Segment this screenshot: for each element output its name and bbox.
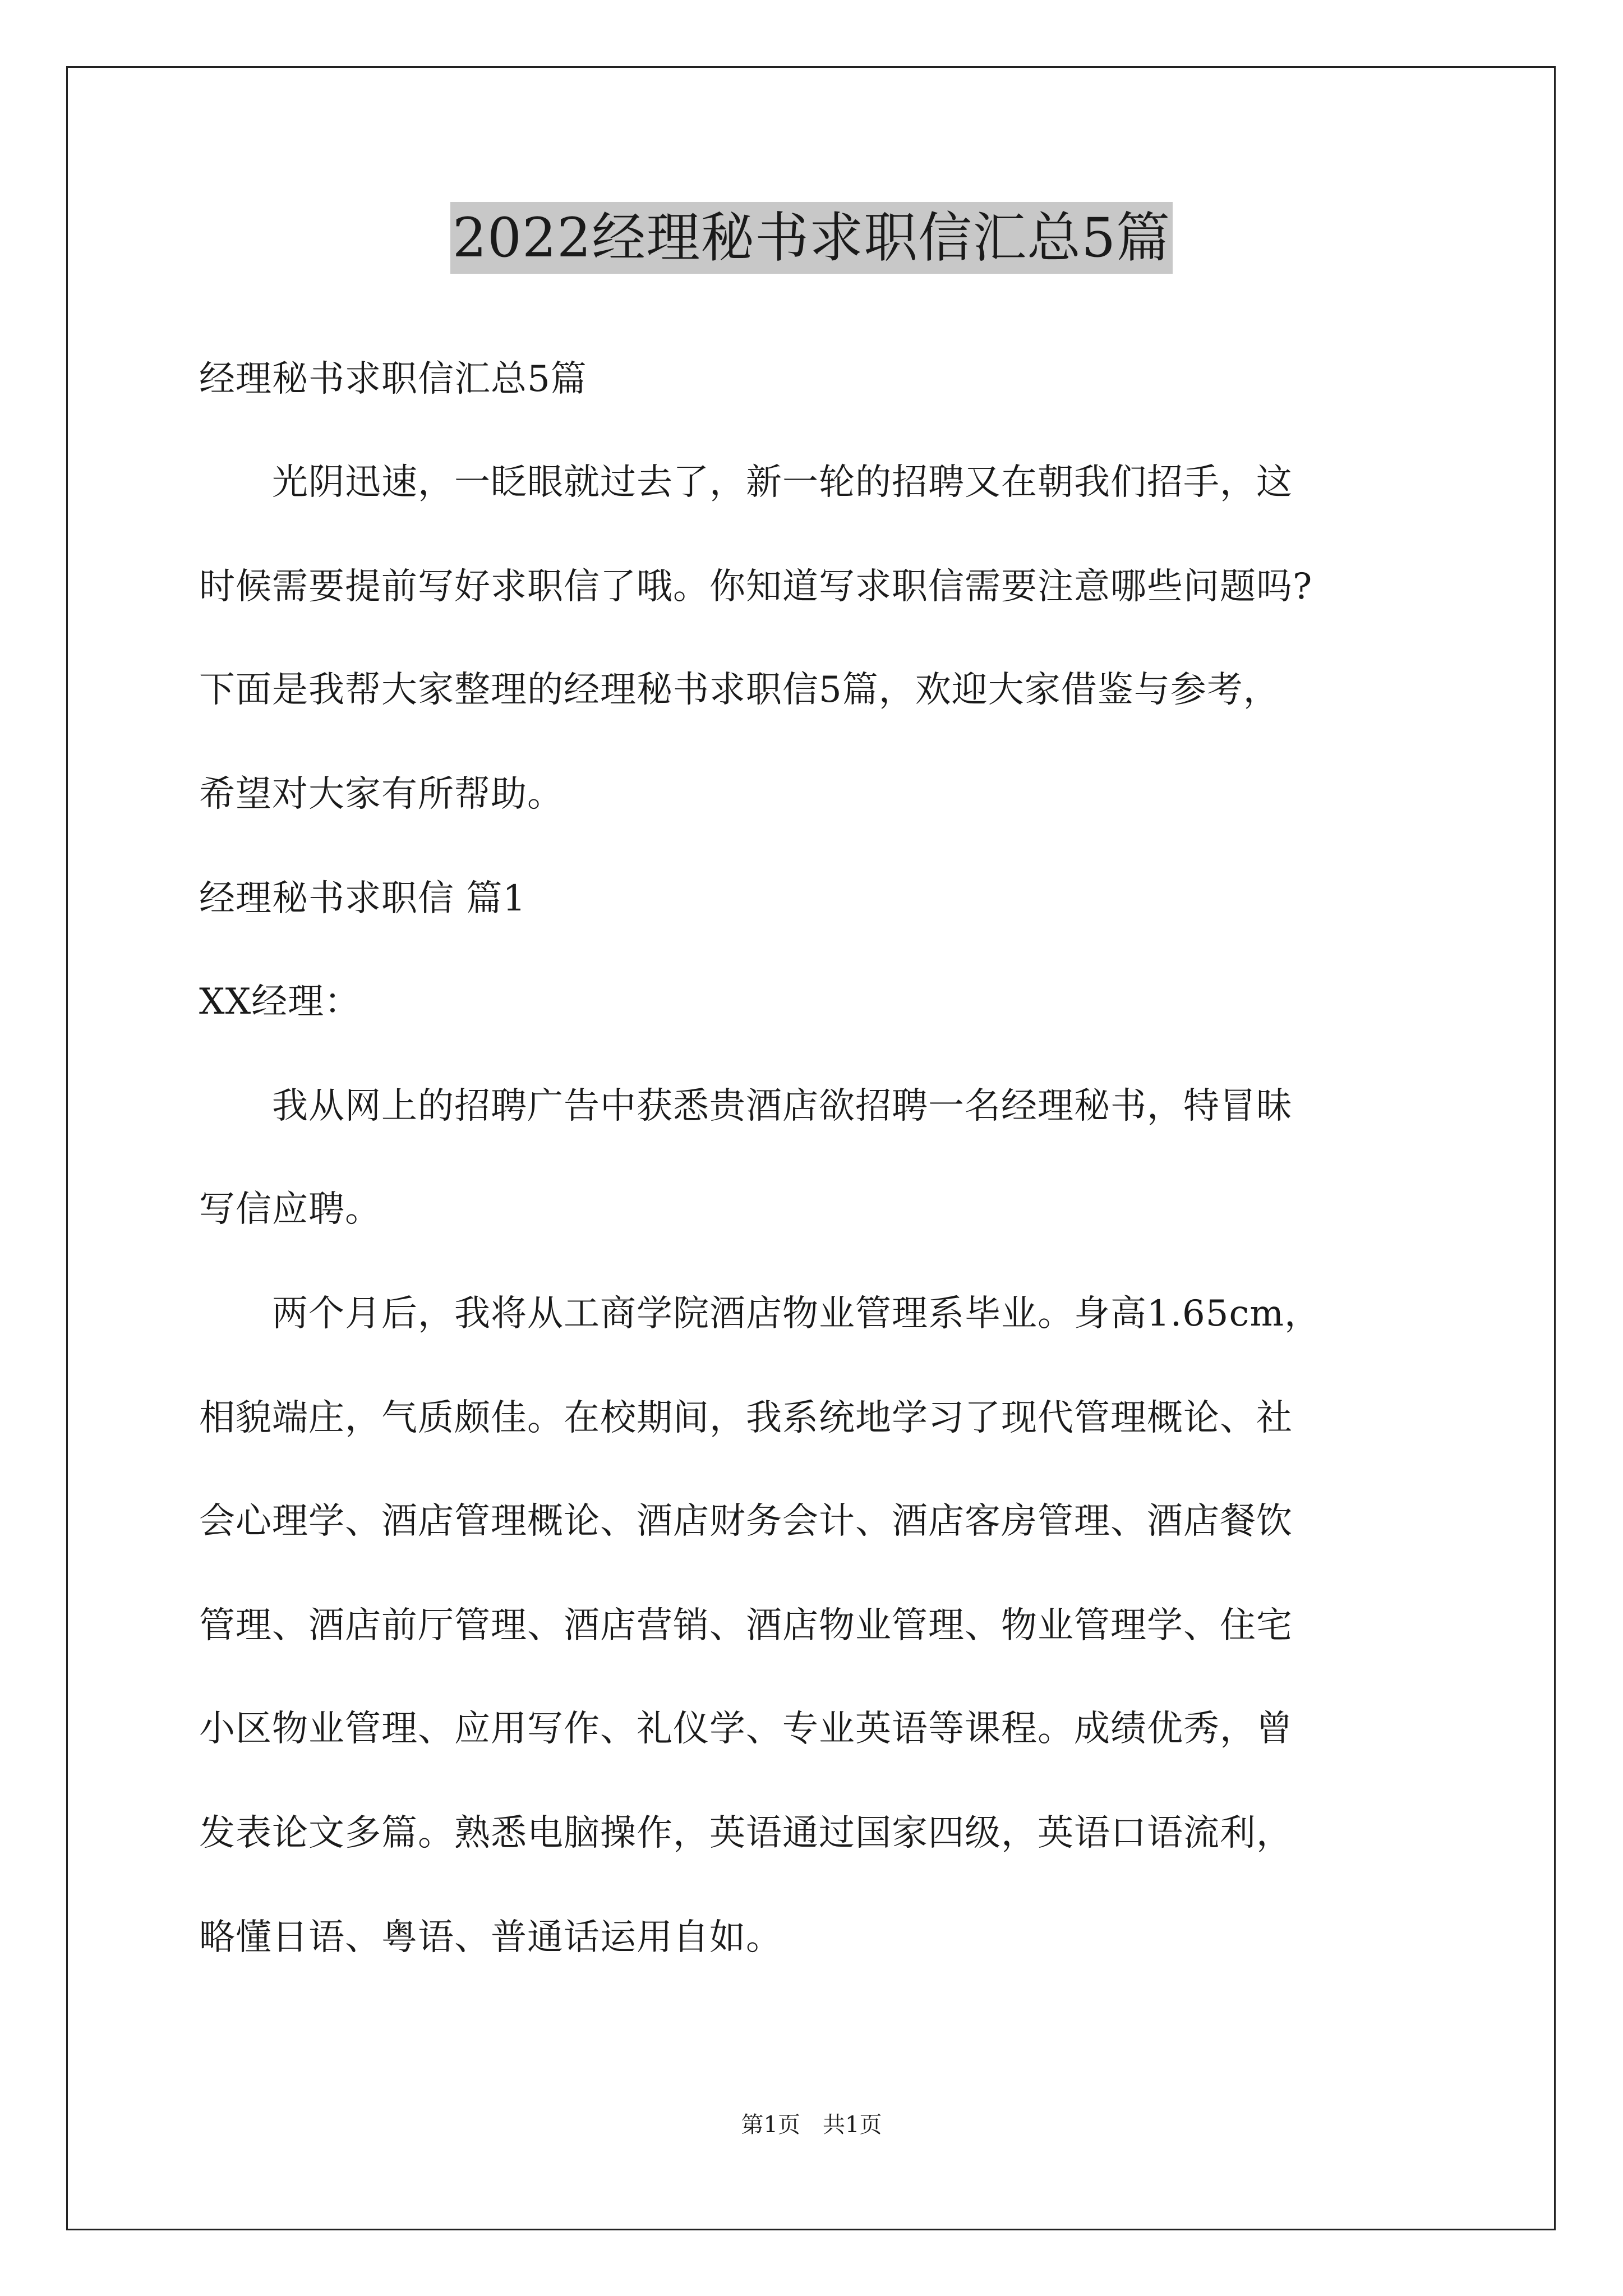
salutation: XX经理： bbox=[199, 981, 361, 1023]
body-line: 发表论文多篇。熟悉电脑操作，英语通过国家四级，英语口语流利， bbox=[199, 1812, 1293, 1854]
body-line: 希望对大家有所帮助。 bbox=[199, 774, 564, 815]
body-line: 光阴迅速，一眨眼就过去了，新一轮的招聘又在朝我们招手，这 bbox=[199, 462, 1293, 503]
body-line: 下面是我帮大家整理的经理秘书求职信5篇，欢迎大家借鉴与参考， bbox=[199, 669, 1280, 711]
title-container bbox=[0, 202, 1623, 274]
section-heading: 经理秘书求职信 篇1 bbox=[199, 878, 527, 919]
body-line: 写信应聘。 bbox=[199, 1189, 381, 1230]
body-line: 会心理学、酒店管理概论、酒店财务会计、酒店客房管理、酒店餐饮 bbox=[199, 1501, 1293, 1542]
body-line: 我从网上的招聘广告中获悉贵酒店欲招聘一名经理秘书，特冒昧 bbox=[199, 1085, 1293, 1127]
page-footer: 第1页 共1页 bbox=[741, 2112, 882, 2138]
body-line: 两个月后，我将从工商学院酒店物业管理系毕业。身高1.65cm， bbox=[199, 1293, 1321, 1335]
body-line: 经理秘书求职信汇总5篇 bbox=[199, 358, 587, 400]
body-line: 相貌端庄，气质颇佳。在校期间，我系统地学习了现代管理概论、社 bbox=[199, 1397, 1293, 1439]
document-title: 2022经理秘书求职信汇总5篇 bbox=[450, 202, 1173, 274]
body-line: 时候需要提前写好求职信了哦。你知道写求职信需要注意哪些问题吗? bbox=[199, 566, 1313, 608]
body-line: 略懂日语、粤语、普通话运用自如。 bbox=[199, 1917, 782, 1958]
body-line: 管理、酒店前厅管理、酒店营销、酒店物业管理、物业管理学、住宅 bbox=[199, 1605, 1293, 1646]
body-line: 小区物业管理、应用写作、礼仪学、专业英语等课程。成绩优秀，曾 bbox=[199, 1708, 1293, 1750]
